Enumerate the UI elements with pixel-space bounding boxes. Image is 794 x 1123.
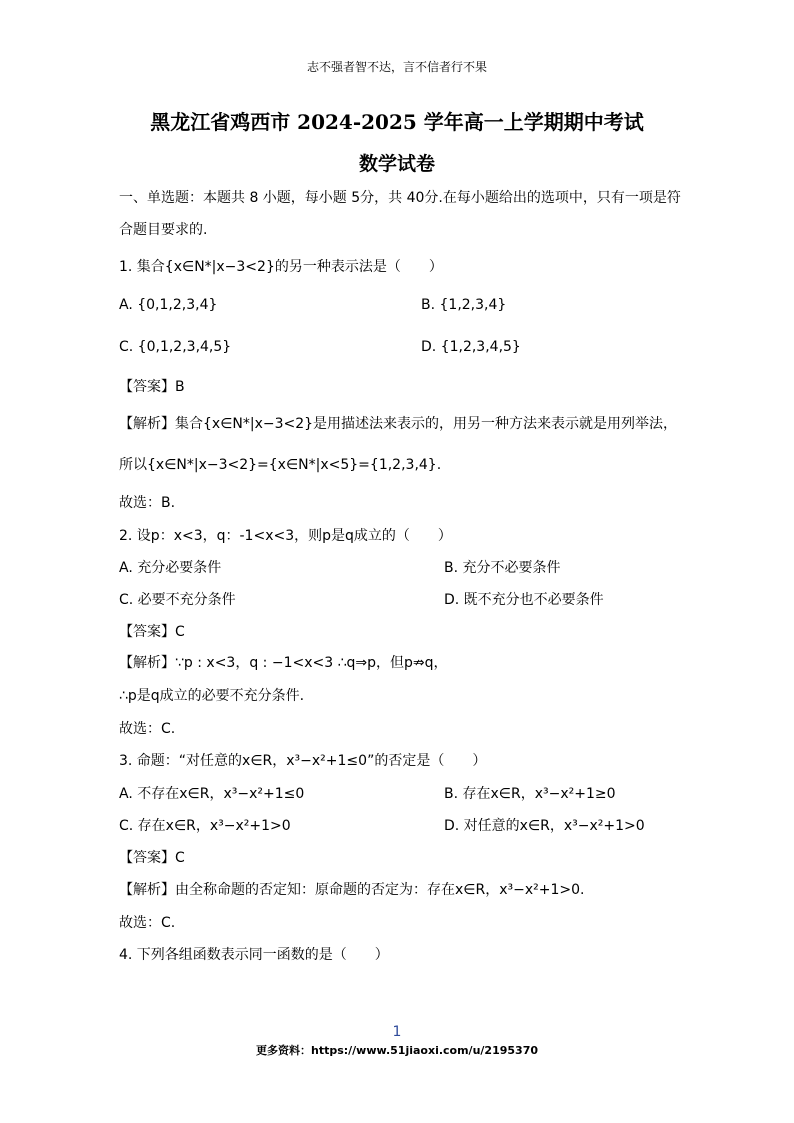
section-instruction-line1: 一、单选题：本题共 8 小题，每小题 5分，共 40分.在每小题给出的选项中，只有一项是符	[119, 190, 681, 206]
question-1-analysis-line2: 所以{x∈N*|x−3<2}={x∈N*|x<5}={1,2,3,4}.	[119, 457, 442, 473]
question-3-option-d: D. 对任意的x∈R，x³−x²+1>0	[444, 818, 645, 834]
question-2-analysis-line1: 【解析】∵p : x<3，q : −1<x<3 ∴q⇒p，但p⇏q，	[119, 655, 448, 671]
exam-title: 黑龙江省鸡西市 2024-2025 学年高一上学期期中考试	[150, 110, 644, 134]
question-2-answer: 【答案】C	[119, 624, 185, 640]
question-3-option-c: C. 存在x∈R，x³−x²+1>0	[119, 818, 291, 834]
question-3-option-b: B. 存在x∈R，x³−x²+1≥0	[444, 786, 616, 802]
question-3-stem: 3. 命题：“对任意的x∈R，x³−x²+1≤0”的否定是（ ）	[119, 753, 487, 769]
question-2-conclusion: 故选：C.	[119, 721, 176, 737]
page-number: 1	[392, 1024, 402, 1040]
question-2-option-a: A. 充分必要条件	[119, 560, 222, 576]
exam-subtitle: 数学试卷	[358, 153, 435, 175]
question-1-option-a: A. {0,1,2,3,4}	[119, 297, 218, 313]
question-1-option-d: D. {1,2,3,4,5}	[421, 339, 521, 355]
question-1-option-c: C. {0,1,2,3,4,5}	[119, 339, 232, 355]
question-3-conclusion: 故选：C.	[119, 915, 176, 931]
question-1-stem: 1. 集合{x∈N*|x−3<2}的另一种表示法是（ ）	[119, 259, 443, 275]
question-2-option-b: B. 充分不必要条件	[444, 560, 561, 576]
question-4-stem: 4. 下列各组函数表示同一函数的是（ ）	[119, 947, 389, 963]
question-2-stem: 2. 设p：x<3，q：-1<x<3，则p是q成立的（ ）	[119, 528, 452, 544]
question-1-conclusion: 故选：B.	[119, 495, 176, 511]
question-2-option-d: D. 既不充分也不必要条件	[444, 592, 604, 608]
question-2-analysis-line2: ∴p是q成立的必要不充分条件.	[119, 688, 305, 704]
question-1-option-b: B. {1,2,3,4}	[421, 297, 507, 313]
section-instruction-line2: 合题目要求的.	[119, 222, 208, 238]
question-3-analysis-line1: 【解析】由全称命题的否定知：原命题的否定为：存在x∈R，x³−x²+1>0.	[119, 882, 585, 898]
question-3-answer: 【答案】C	[119, 850, 185, 866]
question-1-answer: 【答案】B	[119, 379, 185, 395]
question-2-option-c: C. 必要不充分条件	[119, 592, 236, 608]
question-1-analysis-line1: 【解析】集合{x∈N*|x−3<2}是用描述法来表示的，用另一种方法来表示就是用列举法，	[119, 416, 678, 432]
question-3-option-a: A. 不存在x∈R，x³−x²+1≤0	[119, 786, 305, 802]
header-motto: 志不强者智不达，言不信者行不果	[306, 60, 487, 74]
footer-resource-link[interactable]: 更多资料：https://www.51jiaoxi.com/u/2195370	[255, 1044, 539, 1057]
